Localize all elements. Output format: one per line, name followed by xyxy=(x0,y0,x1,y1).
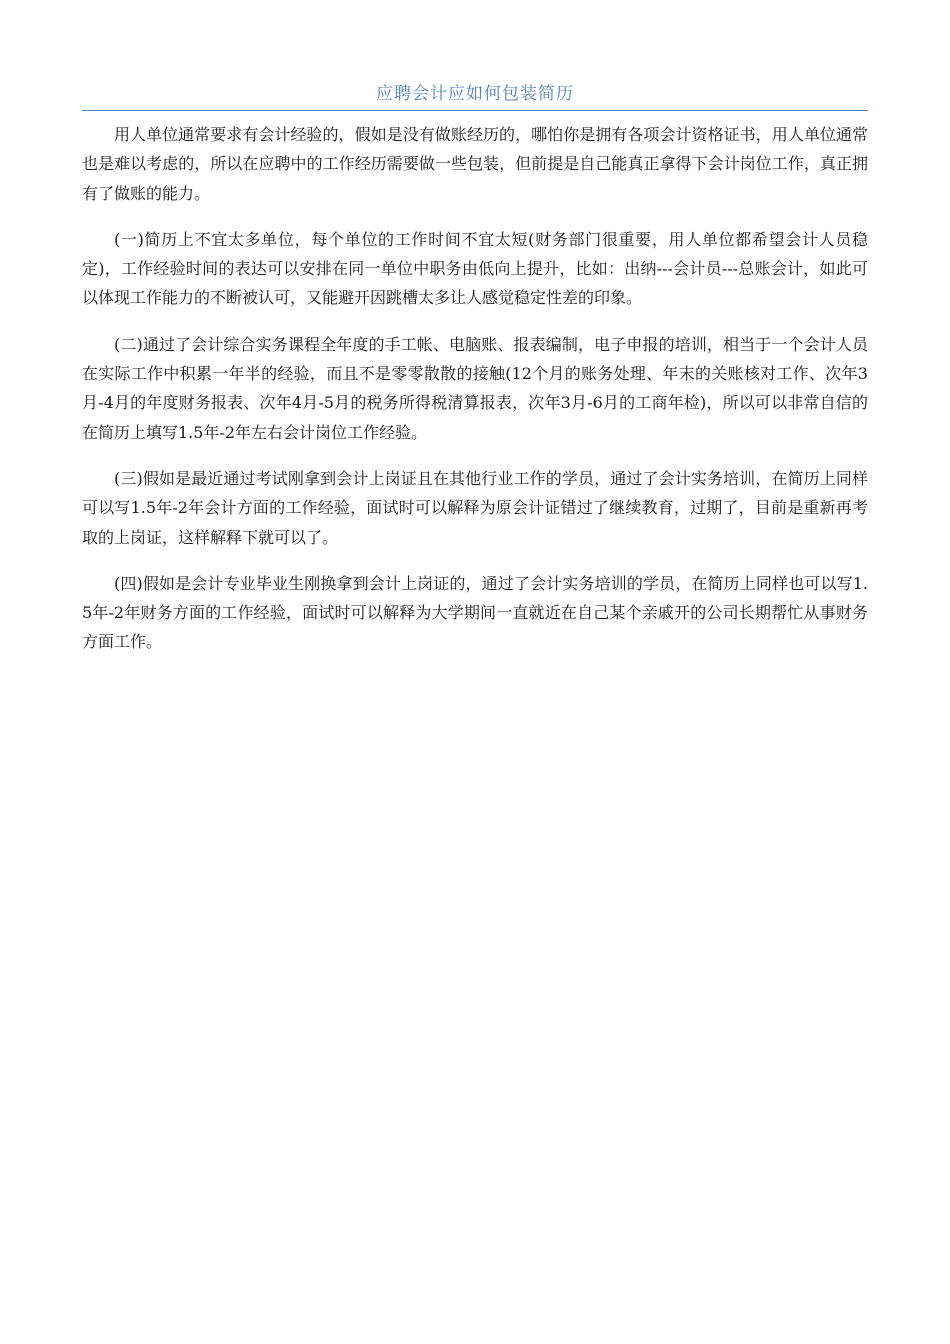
paragraph-intro: 用人单位通常要求有会计经验的，假如是没有做账经历的，哪怕你是拥有各项会计资格证书，用人单位通常也是难以考虑的，所以在应聘中的工作经历需要做一些包装，但前提是自己能真正拿得下会计岗位工作，真正拥有了做账的能力。 xyxy=(82,125,868,203)
page-title: 应聘会计应如何包装简历 xyxy=(376,84,574,104)
paragraph-point-3: (三)假如是最近通过考试刚拿到会计上岗证且在其他行业工作的学员，通过了会计实务培训，在简历上同样可以写1.5年-2年会计方面的工作经验，面试时可以解释为原会计证错过了继续教育，过期了，目前是重新再考取的上岗证，这样解释下就可以了。 xyxy=(82,468,868,547)
paragraph-point-4: (四)假如是会计专业毕业生刚换拿到会计上岗证的，通过了会计实务培训的学员，在简历上同样也可以写1.5年-2年财务方面的工作经验，面试时可以解释为大学期间一直就近在自己某个亲戚开的公司长期帮忙从事财务方面工作。 xyxy=(82,573,868,652)
page-header xyxy=(82,78,868,111)
document-body xyxy=(82,120,868,674)
paragraph-point-2: (二)通过了会计综合实务课程全年度的手工帐、电脑账、报表编制，电子申报的培训，相当于一个会计人员在实际工作中积累一年半的经验，而且不是零零散散的接触(12个月的账务处理、年末的关账核对工作、次年3月-4月的年度财务报表、次年4月-5月的税务所得税清算报表，次年3月-6月的工商年检)，所以可以非常自信的在简历上填写1.5年-2年左右会计岗位工作经验。 xyxy=(82,334,868,442)
paragraph-point-1: (一)简历上不宜太多单位，每个单位的工作时间不宜太短(财务部门很重要，用人单位都希望会计人员稳定)，工作经验时间的表达可以安排在同一单位中职务由低向上提升，比如：出纳---会计员---总账会计，如此可以体现工作能力的不断被认可，又能避开因跳槽太多让人感觉稳定性差的印象。 xyxy=(82,229,868,308)
